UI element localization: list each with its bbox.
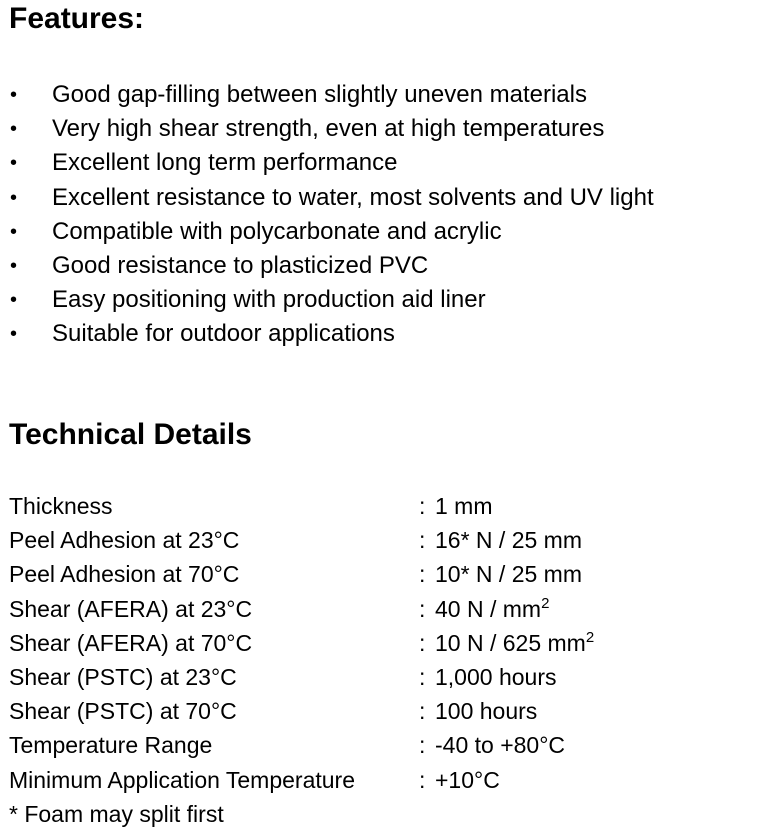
detail-label: Shear (AFERA) at 70°C: [9, 629, 253, 656]
bullet-icon: •: [10, 220, 18, 243]
detail-value-text: 1 mm: [435, 493, 493, 519]
feature-text: Excellent long term performance: [52, 149, 398, 177]
bullet-icon: •: [10, 323, 18, 346]
detail-value: [435, 489, 493, 523]
feature-text: Good gap-filling between slightly uneven materials: [52, 81, 587, 108]
detail-separator: :: [419, 561, 426, 588]
detail-label: Peel Adhesion at 23°C: [9, 527, 240, 554]
detail-separator: :: [419, 629, 426, 656]
detail-value: [435, 728, 565, 762]
detail-separator: :: [419, 493, 426, 519]
detail-separator: :: [419, 595, 426, 622]
detail-separator: :: [419, 732, 426, 759]
detail-value: [435, 557, 582, 591]
detail-separator: :: [419, 527, 426, 554]
feature-text: Good resistance to plasticized PVC: [52, 251, 429, 279]
detail-value: [435, 523, 582, 557]
footnote: * Foam may split first: [9, 801, 224, 827]
detail-label: Temperature Range: [9, 732, 213, 759]
detail-label: Shear (PSTC) at 70°C: [9, 698, 237, 725]
detail-separator: :: [419, 663, 426, 690]
feature-text: Very high shear strength, even at high temperatures: [52, 115, 605, 143]
detail-value-text: 10* N / 25 mm: [435, 561, 582, 588]
feature-text: Compatible with polycarbonate and acrylic: [52, 217, 502, 245]
detail-value-text: 10 N / 625 mm: [435, 629, 586, 656]
detail-value-superscript: 2: [541, 594, 550, 612]
detail-value: [435, 763, 500, 797]
bullet-icon: •: [10, 186, 18, 209]
detail-separator: :: [419, 698, 426, 725]
detail-value: [435, 660, 556, 694]
technical-details-heading: Technical Details: [9, 418, 252, 451]
detail-value-text: 16* N / 25 mm: [435, 527, 582, 554]
detail-value: [435, 694, 537, 728]
detail-value-text: +10°C: [435, 766, 500, 793]
detail-label: Peel Adhesion at 70°C: [9, 561, 240, 588]
detail-label: Thickness: [9, 493, 113, 519]
detail-separator: :: [419, 766, 426, 793]
detail-label: Shear (AFERA) at 23°C: [9, 595, 253, 622]
feature-text: Easy positioning with production aid liner: [52, 286, 486, 314]
bullet-icon: •: [10, 84, 18, 106]
bullet-icon: •: [10, 289, 18, 312]
detail-value-superscript: 2: [585, 628, 595, 646]
detail-value-text: -40 to +80°C: [435, 732, 566, 759]
bullet-icon: •: [10, 118, 18, 141]
bullet-icon: •: [10, 152, 18, 175]
bullet-icon: •: [10, 254, 18, 277]
features-heading: Features:: [9, 2, 145, 35]
feature-text: Excellent resistance to water, most solvents and UV light: [52, 183, 654, 211]
detail-label: Shear (PSTC) at 23°C: [9, 663, 237, 690]
detail-value: [435, 626, 594, 660]
detail-value-text: 40 N / mm: [435, 595, 542, 622]
feature-text: Suitable for outdoor applications: [52, 320, 395, 348]
detail-value: [435, 592, 549, 626]
detail-value-text: 1,000 hours: [435, 663, 557, 690]
detail-value-text: 100 hours: [435, 698, 538, 725]
detail-label: Minimum Application Temperature: [9, 766, 356, 793]
